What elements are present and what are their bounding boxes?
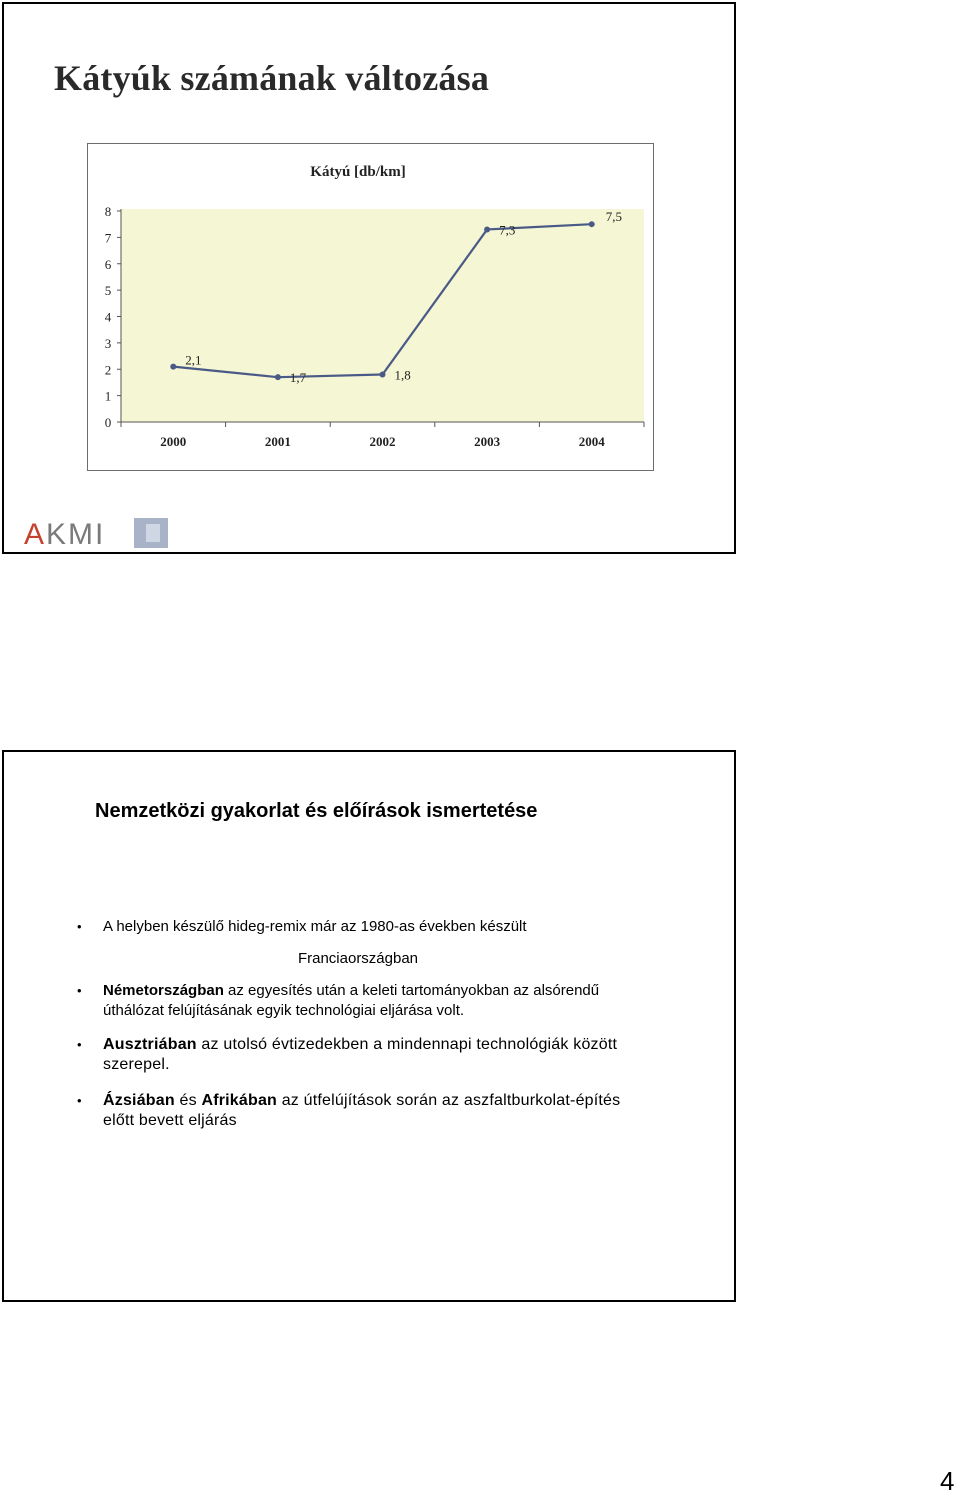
line-chart: [88, 144, 655, 472]
x-tick-label: 2004: [578, 434, 605, 449]
chart-title: Kátyú [db/km]: [310, 164, 406, 180]
data-point: [484, 226, 490, 232]
chart-frame: [87, 143, 654, 471]
x-tick-label: 2003: [474, 434, 501, 449]
bullet-item: • Ausztriában az utolsó évtizedekben a mindennapi technológiák között szerepel.: [77, 1036, 618, 1073]
x-tick-label: 2002: [369, 434, 396, 449]
data-point: [380, 372, 386, 378]
data-point: [170, 364, 176, 370]
bullet-item: • Ázsiában és Afrikában az útfelújítások során az aszfaltburkolat-építés előtt bevett eljárás: [77, 1092, 621, 1129]
bullet-list: [78, 917, 638, 1131]
y-tick-label: 2: [104, 362, 112, 378]
akmi-logo: AKMI: [10, 516, 180, 550]
y-tick-label: 3: [104, 335, 112, 351]
y-tick-label: 7: [104, 230, 112, 246]
bullet-item: • A helyben készülő hideg-remix már az 1980-as években készült: [77, 918, 527, 935]
y-tick-label: 0: [104, 415, 112, 430]
page-number: 4: [940, 1466, 955, 1496]
y-tick-label: 8: [104, 204, 112, 219]
slide-title-2: Nemzetközi gyakorlat és előírások ismertetése: [95, 800, 538, 822]
bullet-item-continuation: Franciaországban: [297, 950, 419, 967]
data-point: [275, 374, 281, 380]
y-tick-label: 6: [104, 256, 112, 272]
bullet-item: • Németországban az egyesítés után a keleti tartományokban az alsórendű úthálózat felújításának egyik technológiai eljárása volt.: [77, 982, 600, 1019]
y-tick-label: 1: [104, 388, 112, 404]
data-label: 1,8: [394, 367, 411, 383]
plot-area: [121, 209, 644, 422]
data-label: 7,3: [499, 222, 516, 238]
data-label: 1,7: [289, 370, 307, 386]
y-tick-label: 4: [104, 309, 112, 325]
x-tick-label: 2000: [160, 434, 187, 449]
data-label: 7,5: [605, 209, 622, 225]
data-label: 2,1: [185, 352, 202, 368]
slide-title: Kátyúk számának változása: [54, 58, 490, 98]
x-tick-label: 2001: [264, 434, 291, 449]
y-tick-label: 5: [104, 283, 112, 299]
data-point: [589, 221, 595, 227]
